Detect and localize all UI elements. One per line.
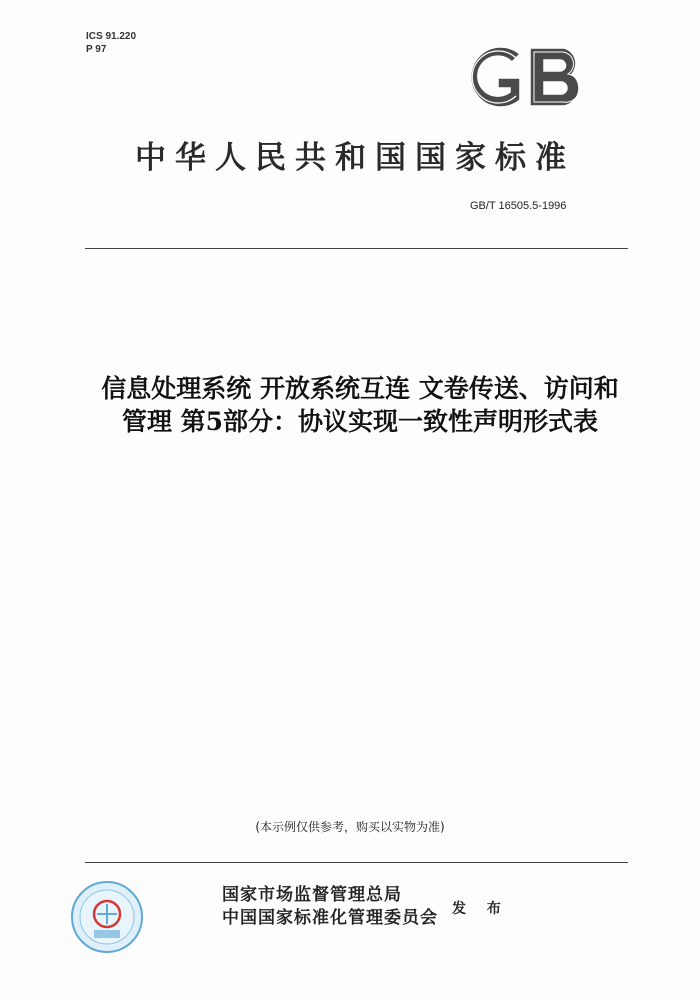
publishing-authorities xyxy=(222,884,438,930)
certification-seal-icon xyxy=(70,880,144,954)
logo-text: GB xyxy=(460,40,462,41)
bottom-divider xyxy=(85,862,628,863)
classification-codes xyxy=(86,30,136,56)
publish-label: 发 布 xyxy=(452,901,509,917)
national-standard-title: 中华人民共和国国家标准 xyxy=(135,140,575,176)
publisher-samr: 国家市场监督管理总局 xyxy=(222,885,402,905)
publisher-sac: 中国国家标准化管理委员会 xyxy=(222,908,438,928)
document-title xyxy=(40,372,680,438)
sample-notice: (本示例仅供参考，购买以实物为准) xyxy=(255,820,445,834)
document-title-line-1: 信息处理系统 开放系统互连 文卷传送、访问和 xyxy=(101,374,619,403)
document-title-line-2: 管理 第5部分：协议实现一致性声明形式表 xyxy=(121,407,599,436)
gb-logo-icon xyxy=(460,40,590,114)
top-divider xyxy=(85,248,628,249)
ics-code: ICS 91.220 xyxy=(86,31,137,42)
ccs-code: P 97 xyxy=(86,44,107,55)
standard-number: GB/T 16505.5-1996 xyxy=(470,200,567,212)
